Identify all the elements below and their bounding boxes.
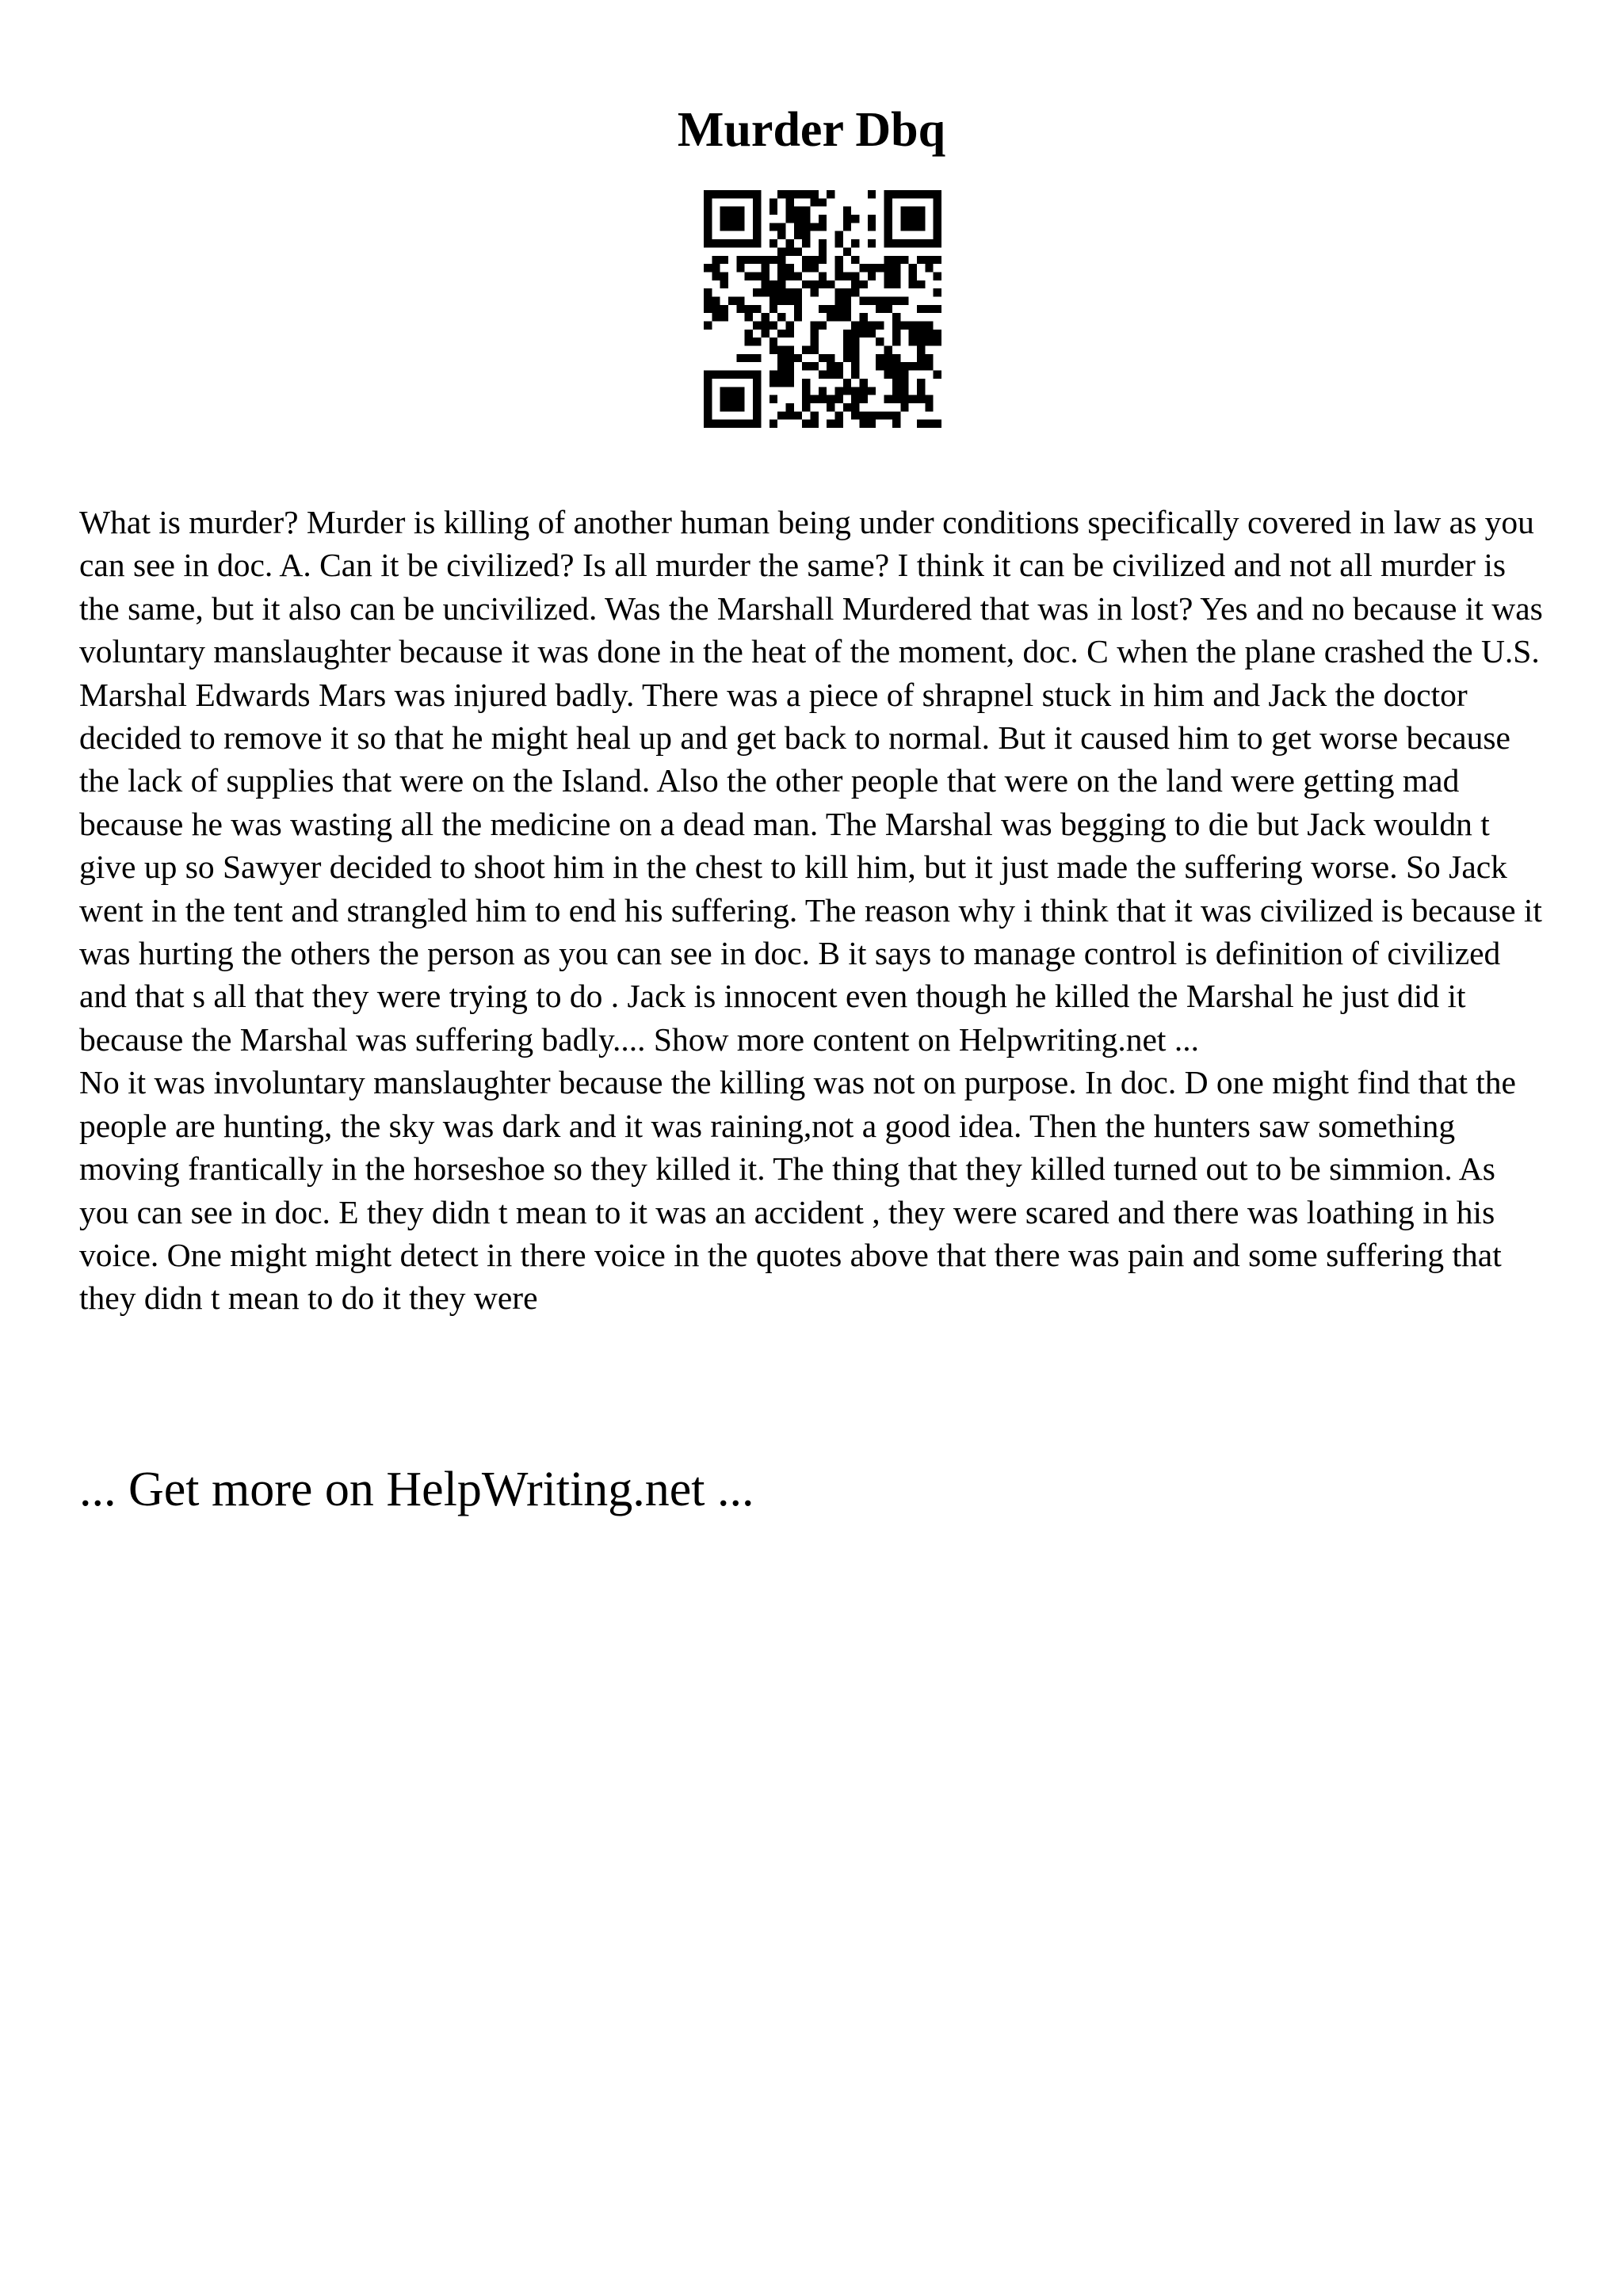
document-title: Murder Dbq — [677, 103, 946, 157]
body-paragraph: What is murder? Murder is killing of another human being under conditions specifically covered in law as you can see in doc. A. Can it be civilized? Is all murder the same? I think it can be civilized and not all murder is the same, but it also can be uncivilized. Was the Marshall Murdered that was in lost? Yes and no because it was voluntary manslaughter because it was done in the heat of the moment, doc. C when the plane crashed the U.S. Marshal Edwards Mars was injured badly. There was a piece of shrapnel stuck in him and Jack the doctor decided to remove it so that he might heal up and get back to normal. But it caused him to get worse because the lack of supplies that were on the Island. Also the other people that were on the land were getting mad because he was wasting all the medicine on a dead man. The Marshal was begging to die but Jack wouldn t give up so Sawyer decided to shoot him in the chest to kill him, but it just made the suffering worse. So Jack went in the tent and strangled him to end his suffering. The reason why i think that it was civilized is because it was hurting the others the person as you can see in doc. B it says to manage control is definition of civilized and that s all that they were trying to do . Jack is innocent even though he killed the Marshal he just did it because the Marshal was suffering badly.... Show more content on Helpwriting.net ... — [79, 504, 1543, 1058]
qr-code-icon — [704, 190, 941, 428]
get-more-link[interactable]: ... Get more on HelpWriting.net ... — [79, 1463, 754, 1516]
body-paragraph: No it was involuntary manslaughter because the killing was not on purpose. In doc. D one might find that the people are hunting, the sky was dark and it was raining,not a good idea. Then the hunters saw something moving frantically in the horseshoe so they killed it. The thing that they killed turned out to be simmion. As you can see in doc. E they didn t mean to it was an accident , they were scared and there was loathing in his voice. One might might detect in there voice in the quotes above that there was pain and some suffering that they didn t mean to do it they were — [79, 1064, 1516, 1317]
document-body — [79, 501, 1545, 1320]
